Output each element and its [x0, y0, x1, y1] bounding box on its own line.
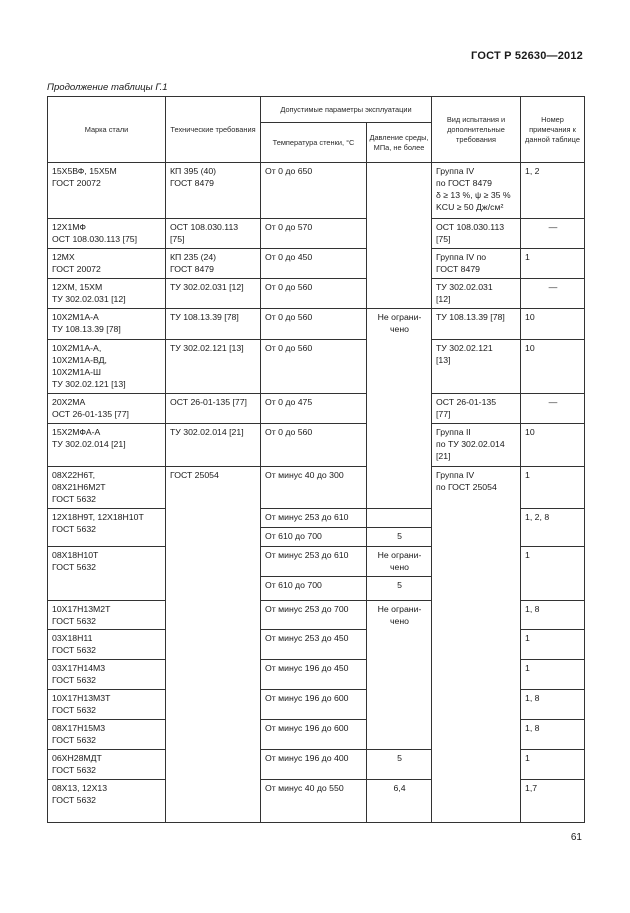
temperature-cell: От минус 196 до 600 — [261, 720, 367, 750]
note-cell: — — [521, 279, 585, 309]
temperature-cell: От минус 253 до 700 — [261, 601, 367, 630]
table-row — [48, 309, 585, 340]
pressure-cell: 5 — [367, 750, 432, 780]
grade-cell: 03Х18Н11 ГОСТ 5632 — [48, 630, 166, 660]
note-cell: — — [521, 219, 585, 249]
temperature-cell: От минус 253 до 450 — [261, 630, 367, 660]
grade-cell: 12Х1МФ ОСТ 108.030.113 [75] — [48, 219, 166, 249]
header-requirements: Технические требования — [166, 97, 261, 163]
note-cell: 1, 8 — [521, 601, 585, 630]
grade-cell: 08Х17Н15М3 ГОСТ 5632 — [48, 720, 166, 750]
grade-cell: 15Х2МФА-А ТУ 302.02.014 [21] — [48, 424, 166, 467]
grade-cell: 10Х2М1А-А ТУ 108.13.39 [78] — [48, 309, 166, 340]
grade-cell: 20Х2МА ОСТ 26-01-135 [77] — [48, 394, 166, 424]
header-grade: Марка стали — [48, 97, 166, 163]
requirements-cell: КП 395 (40) ГОСТ 8479 — [166, 163, 261, 219]
grade-cell: 10Х17Н13М2Т ГОСТ 5632 — [48, 601, 166, 630]
temperature-cell: От 0 до 450 — [261, 249, 367, 279]
pressure-cell-empty — [367, 509, 432, 528]
table-row — [48, 394, 585, 424]
temperature-cell: От минус 196 до 600 — [261, 690, 367, 720]
requirements-cell: ОСТ 108.030.113 [75] — [166, 219, 261, 249]
grade-cell: 12ХМ, 15ХМ ТУ 302.02.031 [12] — [48, 279, 166, 309]
header-tests: Вид испытания и дополнительные требования — [432, 97, 521, 163]
note-cell: 10 — [521, 340, 585, 394]
note-cell: 1 — [521, 547, 585, 601]
header-pressure: Давление среды, МПа, не более — [367, 123, 432, 163]
note-cell: 1 — [521, 660, 585, 690]
requirements-cell: ТУ 108.13.39 [78] — [166, 309, 261, 340]
note-cell: 1, 8 — [521, 690, 585, 720]
grade-cell: 12Х18Н9Т, 12Х18Н10Т ГОСТ 5632 — [48, 509, 166, 547]
temperature-cell: От минус 253 до 610 — [261, 547, 367, 577]
table-caption: Продолжение таблицы Г.1 — [47, 82, 168, 93]
tests-cell: ОСТ 26-01-135 [77] — [432, 394, 521, 424]
steel-grades-table — [47, 96, 585, 823]
pressure-cell: Не ограни- чено — [367, 309, 432, 509]
requirements-cell: ТУ 302.02.031 [12] — [166, 279, 261, 309]
grade-cell: 12МХ ГОСТ 20072 — [48, 249, 166, 279]
table-row — [48, 467, 585, 509]
grade-cell: 06ХН28МДТ ГОСТ 5632 — [48, 750, 166, 780]
note-cell: 1, 2, 8 — [521, 509, 585, 547]
requirements-cell: ОСТ 26-01-135 [77] — [166, 394, 261, 424]
temperature-cell: От 0 до 650 — [261, 163, 367, 219]
tests-cell: ТУ 302.02.031 [12] — [432, 279, 521, 309]
tests-cell: ТУ 108.13.39 [78] — [432, 309, 521, 340]
note-cell: 10 — [521, 424, 585, 467]
tests-cell: Группа IV по ГОСТ 8479 δ ≥ 13 %, ψ ≥ 35 % KCU ≥ 50 Дж/см² — [432, 163, 521, 219]
table-row — [48, 340, 585, 394]
tests-cell: ТУ 302.02.121 [13] — [432, 340, 521, 394]
note-cell: 1 — [521, 750, 585, 780]
temperature-cell: От 0 до 475 — [261, 394, 367, 424]
tests-cell: Группа IV по ГОСТ 25054 — [432, 467, 521, 823]
temperature-cell: От минус 196 до 450 — [261, 660, 367, 690]
tests-cell: Группа IV по ГОСТ 8479 — [432, 249, 521, 279]
table-row — [48, 279, 585, 309]
tests-cell: ОСТ 108.030.113 [75] — [432, 219, 521, 249]
page-number: 61 — [570, 832, 582, 843]
pressure-cell: Не ограни- чено — [367, 601, 432, 750]
pressure-cell-empty — [367, 163, 432, 309]
header-note: Номер примечания к данной таблице — [521, 97, 585, 163]
header-temperature: Температура стенки, °С — [261, 123, 367, 163]
requirements-cell: КП 235 (24) ГОСТ 8479 — [166, 249, 261, 279]
grade-cell: 15Х5ВФ, 15Х5М ГОСТ 20072 — [48, 163, 166, 219]
table-row — [48, 219, 585, 249]
temperature-cell: От минус 253 до 610 — [261, 509, 367, 528]
temperature-cell: От 0 до 570 — [261, 219, 367, 249]
temperature-cell: От 0 до 560 — [261, 309, 367, 340]
pressure-cell: 5 — [367, 528, 432, 547]
grade-cell: 03Х17Н14М3 ГОСТ 5632 — [48, 660, 166, 690]
grade-cell: 08Х18Н10Т ГОСТ 5632 — [48, 547, 166, 601]
note-cell: 1 — [521, 630, 585, 660]
pressure-cell: Не ограни- чено — [367, 547, 432, 577]
document-code: ГОСТ Р 52630—2012 — [471, 50, 583, 62]
note-cell: 1 — [521, 249, 585, 279]
grade-cell: 08Х22Н6Т, 08Х21Н6М2Т ГОСТ 5632 — [48, 467, 166, 509]
requirements-cell: ТУ 302.02.014 [21] — [166, 424, 261, 467]
note-cell: 1, 2 — [521, 163, 585, 219]
table-row — [48, 424, 585, 467]
tests-cell: Группа II по ТУ 302.02.014 [21] — [432, 424, 521, 467]
note-cell: 1, 8 — [521, 720, 585, 750]
temperature-cell: От 0 до 560 — [261, 424, 367, 467]
requirements-cell: ТУ 302.02.121 [13] — [166, 340, 261, 394]
note-cell: 10 — [521, 309, 585, 340]
note-cell: 1 — [521, 467, 585, 509]
table-row — [48, 163, 585, 219]
header-params-group: Допустимые параметры эксплуатации — [261, 97, 432, 123]
grade-cell: 10Х2М1А-А, 10Х2М1А-ВД, 10Х2М1А-Ш ТУ 302.02.121 [13] — [48, 340, 166, 394]
temperature-cell: От 0 до 560 — [261, 340, 367, 394]
temperature-cell: От 0 до 560 — [261, 279, 367, 309]
temperature-cell: От 610 до 700 — [261, 577, 367, 601]
pressure-cell: 5 — [367, 577, 432, 601]
note-cell: 1,7 — [521, 780, 585, 823]
grade-cell: 10Х17Н13М3Т ГОСТ 5632 — [48, 690, 166, 720]
temperature-cell: От 610 до 700 — [261, 528, 367, 547]
temperature-cell: От минус 40 до 550 — [261, 780, 367, 823]
requirements-cell: ГОСТ 25054 — [166, 467, 261, 823]
temperature-cell: От минус 196 до 400 — [261, 750, 367, 780]
pressure-cell: 6,4 — [367, 780, 432, 823]
table-row — [48, 249, 585, 279]
grade-cell: 08Х13, 12Х13 ГОСТ 5632 — [48, 780, 166, 823]
temperature-cell: От минус 40 до 300 — [261, 467, 367, 509]
note-cell: — — [521, 394, 585, 424]
